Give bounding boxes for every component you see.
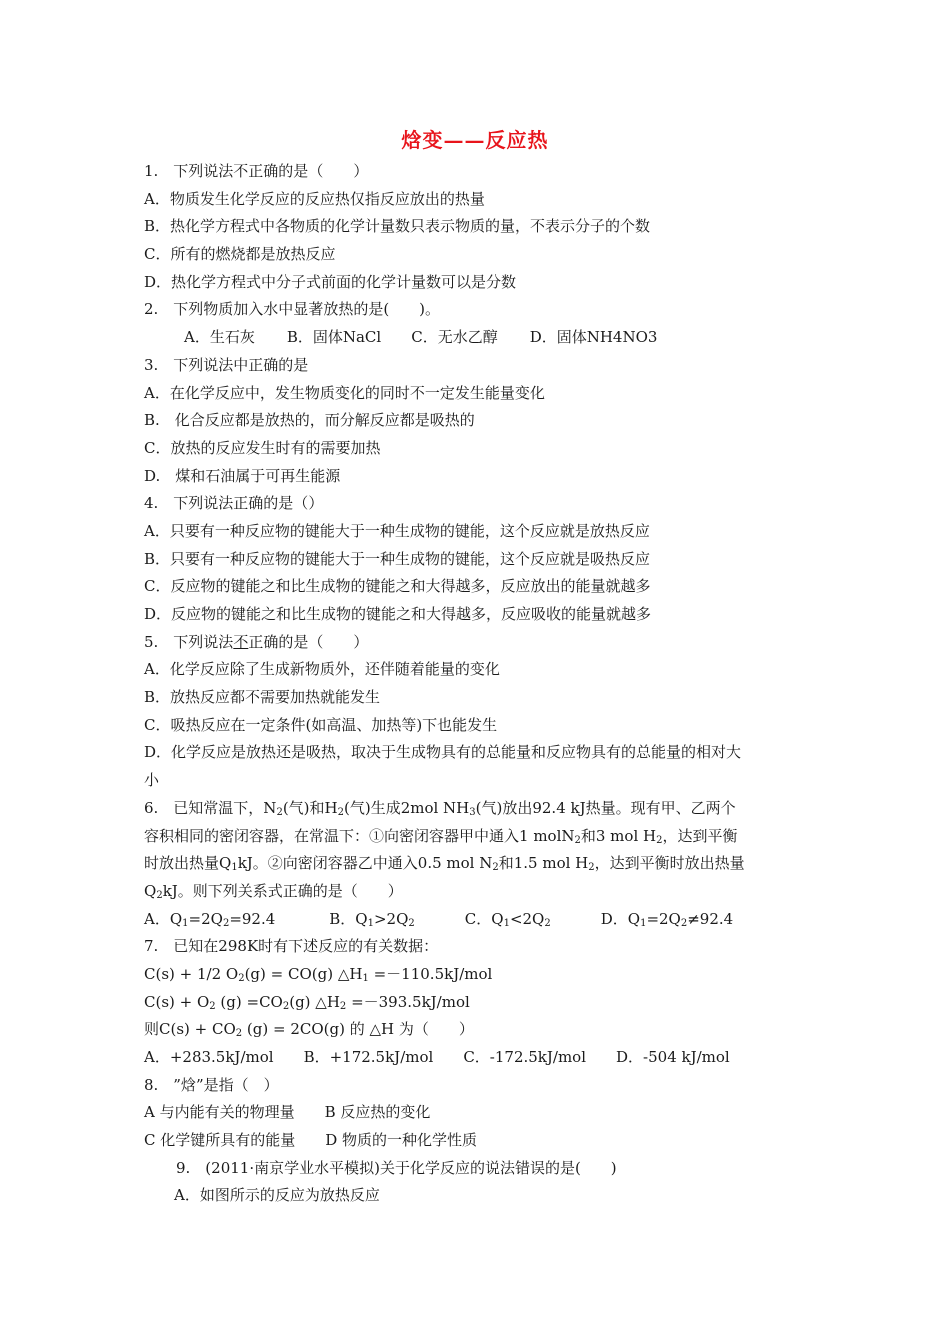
question-1-option-a: A．物质发生化学反应的反应热仅指反应放出的热量 <box>144 189 485 208</box>
question-6-option-b: B．$Q_1>2Q_2$ <box>329 909 415 929</box>
question-1-stem: 1. 下列说法不正确的是（ ） <box>144 162 369 180</box>
question-1-option-b: B．热化学方程式中各物质的化学计量数只表示物质的量，不表示分子的个数 <box>144 217 651 236</box>
question-7-stem: 7. 已知在298K时有下述反应的有关数据： <box>144 937 439 956</box>
question-7-options <box>144 1044 824 1072</box>
question-3-option-b: B. 化合反应都是放热的，而分解反应都是吸热的 <box>144 411 475 430</box>
question-6-option-d: D．$Q_1=2Q_2\ne 92.4$ <box>600 909 734 929</box>
question-5-option-d-continued: 小 <box>144 771 160 790</box>
question-5-option-c: C．吸热反应在一定条件(如高温、加热等)下也能发生 <box>144 715 498 734</box>
question-4-option-b: B．只要有一种反应物的键能大于一种生成物的键能，这个反应就是吸热反应 <box>144 549 651 568</box>
question-5-stem: 5. 下列说法不正确的是（ ） <box>144 632 369 651</box>
question-2-stem: 2. 下列物质加入水中显著放热的是( )。 <box>144 300 441 319</box>
question-4-stem: 4. 下列说法正确的是（） <box>144 494 324 513</box>
question-6-stem-line-1: 6. 已知常温下，$N_2$(气)和$H_2$(气)生成2mol $NH_3$(气)放出92.4 kJ热量。现有甲、乙两个 <box>144 798 736 818</box>
question-3-option-a: A．在化学反应中，发生物质变化的同时不一定发生能量变化 <box>144 383 545 402</box>
question-7-option-d: D．-504 kJ/mol <box>616 1048 730 1066</box>
question-2-option-b: B．固体NaCl <box>286 328 382 347</box>
question-5-option-d: D．化学反应是放热还是吸热，取决于生成物具有的总能量和反应物具有的总能量的相对大 <box>144 743 742 762</box>
question-3-option-c: C．放热的反应发生时有的需要加热 <box>144 438 381 457</box>
question-2-option-a: A．生石灰 <box>184 328 255 347</box>
question-4-option-a: A．只要有一种反应物的键能大于一种生成物的键能，这个反应就是放热反应 <box>144 521 650 540</box>
underlined-negation: 不 <box>233 632 249 651</box>
question-7-option-c: C．-172.5kJ/mol <box>463 1048 587 1066</box>
question-1-option-c: C．所有的燃烧都是放热反应 <box>144 245 336 264</box>
question-3-option-d: D. 煤和石油属于可再生能源 <box>144 466 341 485</box>
question-8-option-d: D 物质的一种化学性质 <box>325 1131 478 1150</box>
question-2-options <box>144 324 824 352</box>
question-7-option-a: A．+283.5kJ/mol <box>144 1048 274 1066</box>
question-7-reaction-2: $C(s) + O_2$ $(g) =CO_2(g)$ $\triangle H_2 =-393.5kJ/mol$ <box>144 992 470 1012</box>
document-title: 焓变——反应热 <box>401 128 549 152</box>
question-7-reaction-1: C(s) + 1/2 $O_2(g) = CO(g)$ $\triangle H_1 =-110.5kJ/mol$ <box>144 964 493 984</box>
question-3-stem: 3. 下列说法中正确的是 <box>144 355 309 374</box>
question-5-option-b: B．放热反应都不需要加热就能发生 <box>144 688 381 707</box>
question-6-stem-line-4: $Q_2kJ$。则下列关系式正确的是（ ） <box>144 881 403 901</box>
question-8-options-row-2 <box>144 1127 824 1155</box>
question-6-stem-line-3: 时放出热量$Q_1kJ$。②向密闭容器乙中通入0.5 mol $N_2$和1.5 mol $H_2$，达到平衡时放出热量 <box>144 854 745 874</box>
question-8-stem: 8. ”焓”是指（ ） <box>144 1075 279 1094</box>
question-2-option-c: C．无水乙醇 <box>411 328 498 347</box>
question-5-option-a: A．化学反应除了生成新物质外，还伴随着能量的变化 <box>144 660 500 679</box>
question-9-option-a: A．如图所示的反应为放热反应 <box>174 1186 380 1205</box>
question-8-option-c: C 化学键所具有的能量 <box>144 1131 296 1150</box>
question-7-option-b: B．+172.5kJ/mol <box>303 1048 434 1066</box>
question-6-options <box>144 906 824 934</box>
question-6-option-c: C．$Q_1<2Q_2$ <box>464 909 551 929</box>
question-8-option-a: A 与内能有关的物理量 <box>144 1103 295 1122</box>
question-1-option-d: D．热化学方程式中分子式前面的化学计量数可以是分数 <box>144 272 517 291</box>
question-8-options-row-1 <box>144 1099 824 1127</box>
question-8-option-b: B 反应热的变化 <box>324 1103 431 1122</box>
question-4-option-d: D．反应物的键能之和比生成物的键能之和大得越多，反应吸收的能量就越多 <box>144 605 652 623</box>
question-2-option-d: D．固体NH4NO3 <box>529 328 658 347</box>
question-4-option-c: C．反应物的键能之和比生成物的键能之和大得越多，反应放出的能量就越多 <box>144 577 651 596</box>
question-list <box>144 158 824 1210</box>
question-7-reaction-3: 则$C(s) + CO_2$ (g) = 2CO(g) 的 △H 为（ ） <box>144 1020 474 1040</box>
question-6-stem-line-2: 容积相同的密闭容器，在常温下：①向密闭容器甲中通入1 molN$_2$和3 mol $H_2$，达到平衡 <box>144 826 738 846</box>
question-9-stem: 9. (2011·南京学业水平模拟)关于化学反应的说法错误的是( ) <box>176 1158 617 1177</box>
question-6-option-a: A．$Q_1=2Q_2=92.4$ <box>144 909 276 929</box>
